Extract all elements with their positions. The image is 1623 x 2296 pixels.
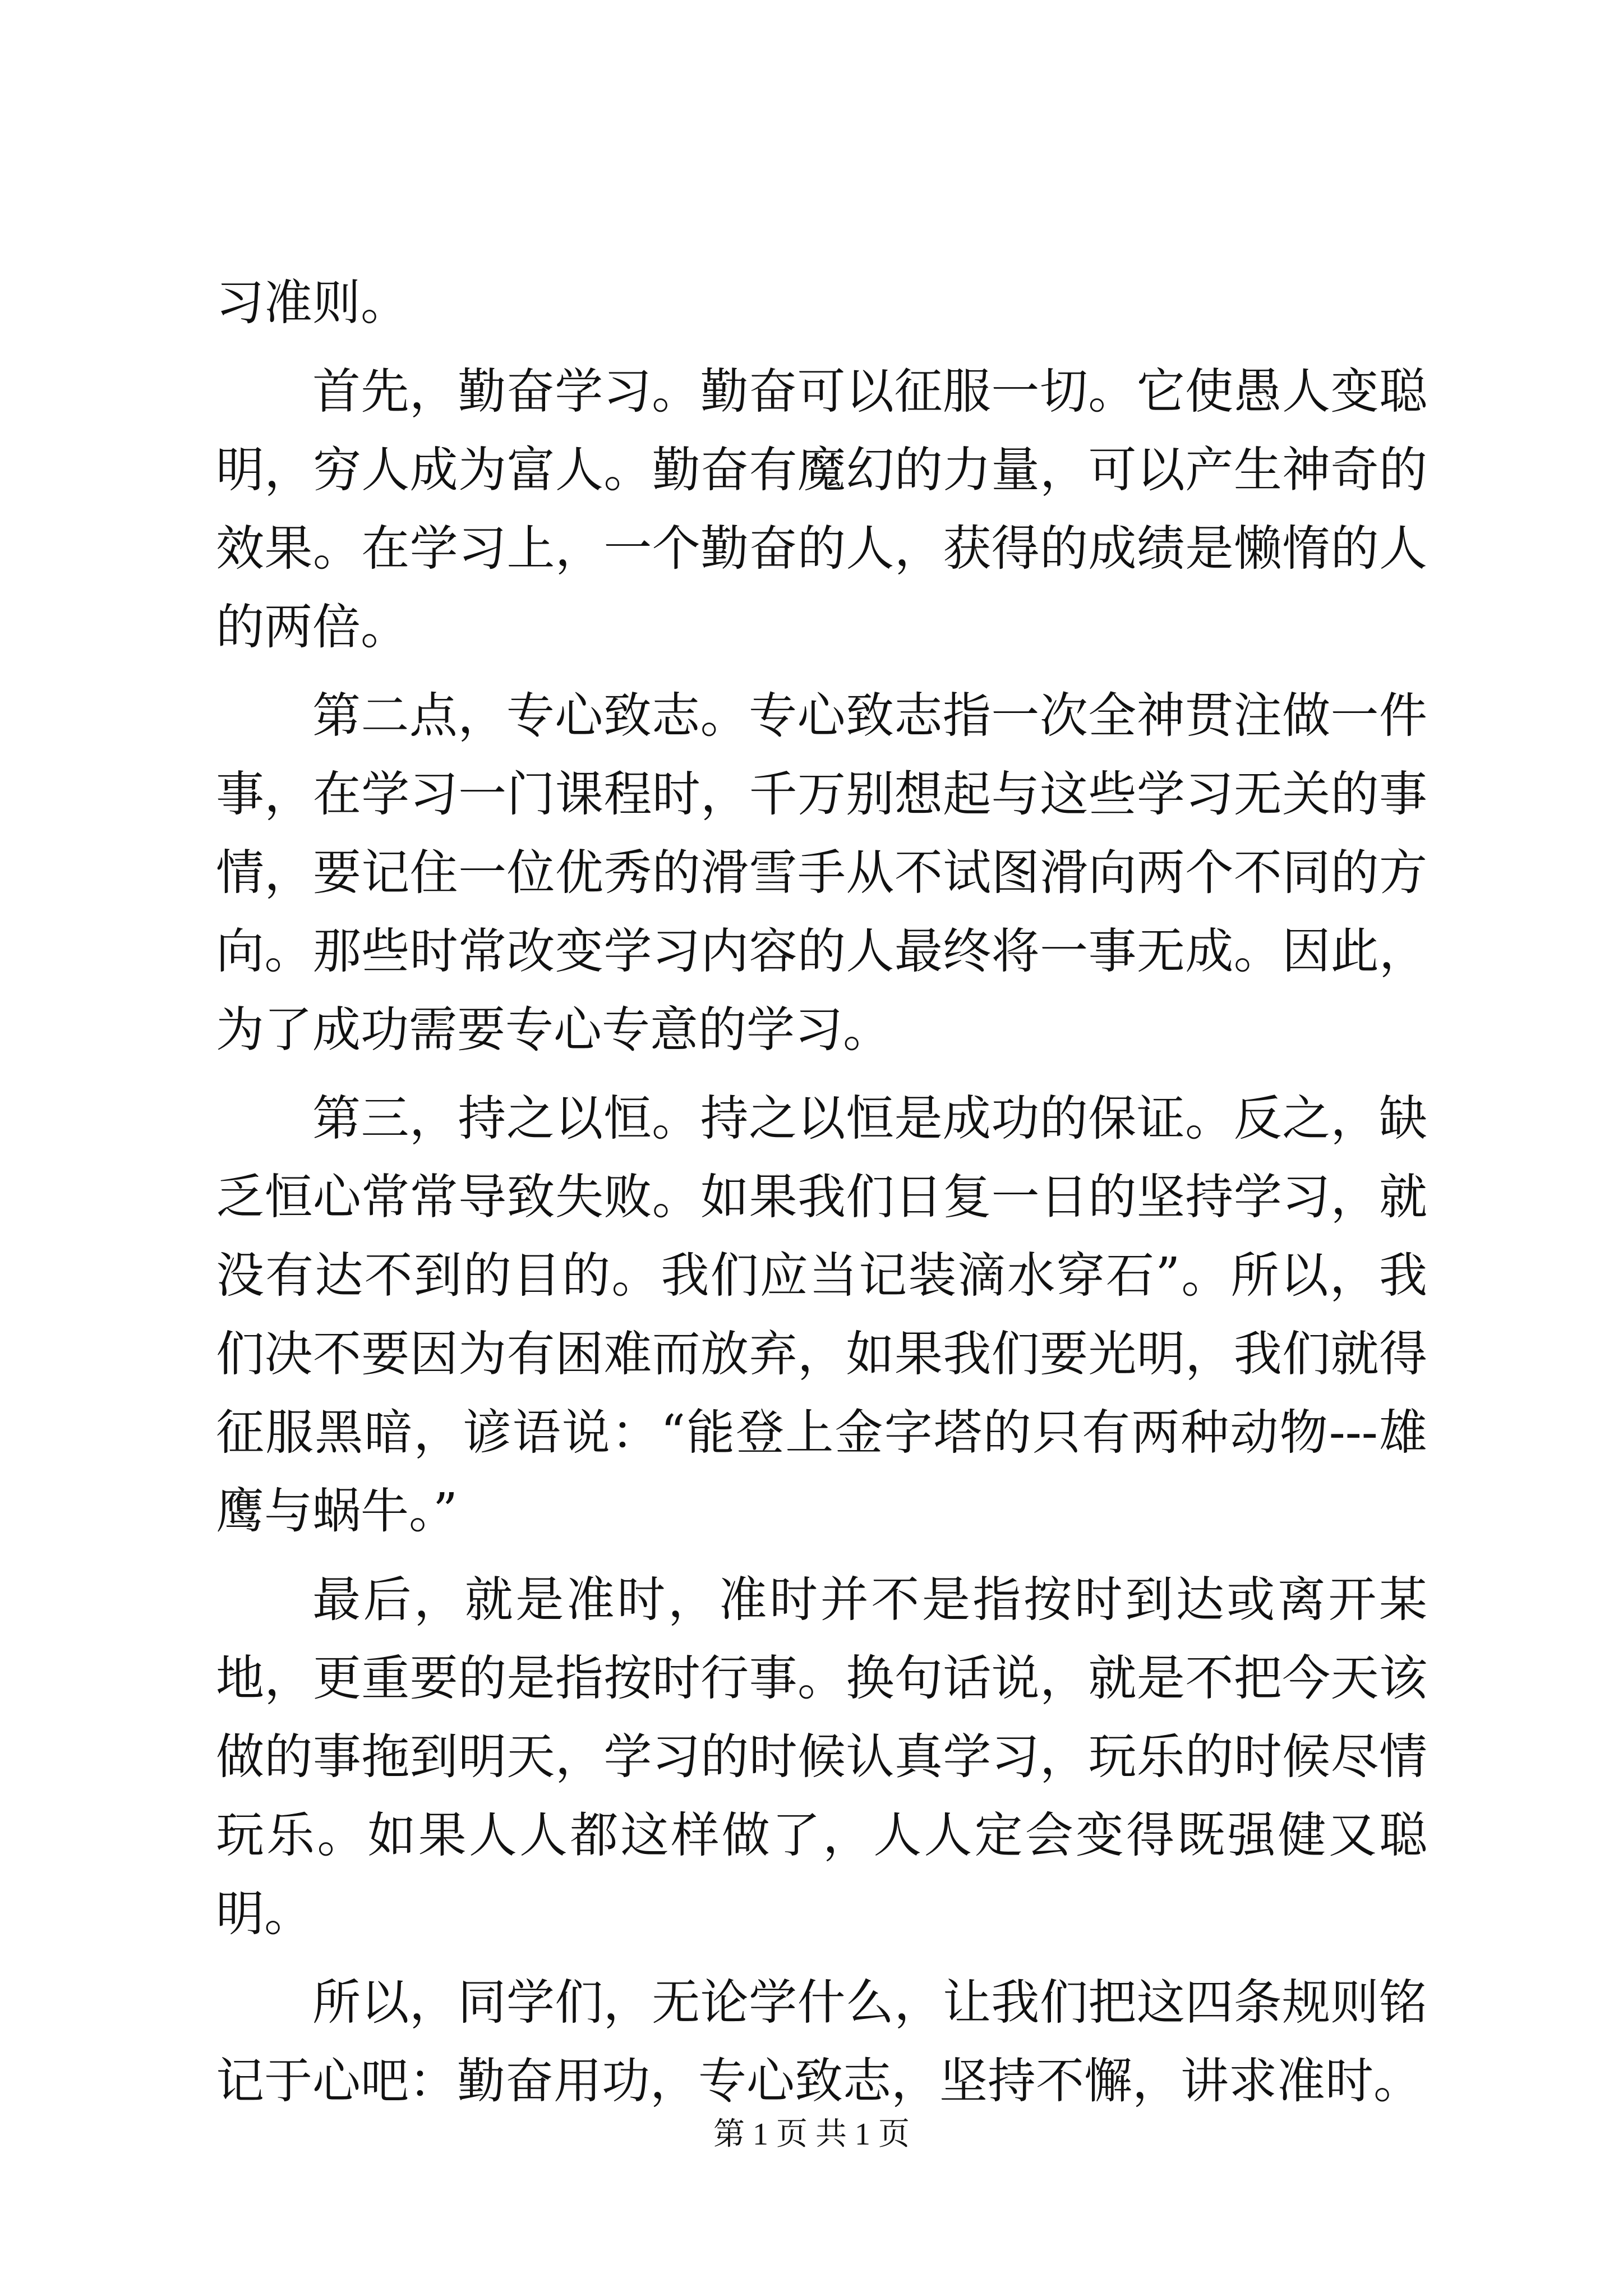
paragraph-continuation: 习准则。 — [216, 275, 409, 331]
paragraph-punctuality: 最后，就是准时，准时并不是指按时到达或离开某地，更重要的是指按时行事。换句话说，就是不把今天该做的事拖到明天，学习的时候认真学习，玩乐的时候尽情玩乐。如果人人都这样做了，人人定会变得既强健又聪明。 — [216, 1572, 1427, 1942]
document-body — [216, 264, 1427, 2131]
paragraph-conclusion: 所以，同学们，无论学什么，让我们把这四条规则铭记于心吧：勤奋用功，专心致志，坚持不懈，讲求准时。 — [216, 1975, 1427, 2109]
paragraph-diligence: 首先，勤奋学习。勤奋可以征服一切。它使愚人变聪明，穷人成为富人。勤奋有魔幻的力量，可以产生神奇的效果。在学习上，一个勤奋的人，获得的成绩是懒惰的人的两倍。 — [216, 364, 1427, 655]
paragraph-concentration: 第二点，专心致志。专心致志指一次全神贯注做一件事，在学习一门课程时，千万别想起与这些学习无关的事情，要记住一位优秀的滑雪手从不试图滑向两个不同的方向。那些时常改变学习内容的人最终将一事无成。因此，为了成功需要专心专意的学习。 — [216, 688, 1427, 1058]
paragraph-perseverance: 第三，持之以恒。持之以恒是成功的保证。反之，缺乏恒心常常导致失败。如果我们日复一日的坚持学习，就没有达不到的目的。我们应当记装滴水穿石”。所以，我们决不要因为有困难而放弃，如果我们要光明，我们就得征服黑暗，谚语说：“能登上金字塔的只有两种动物---雄鹰与蜗牛。” — [216, 1091, 1427, 1539]
page-footer: 第 1 页 共 1 页 — [713, 2117, 910, 2152]
